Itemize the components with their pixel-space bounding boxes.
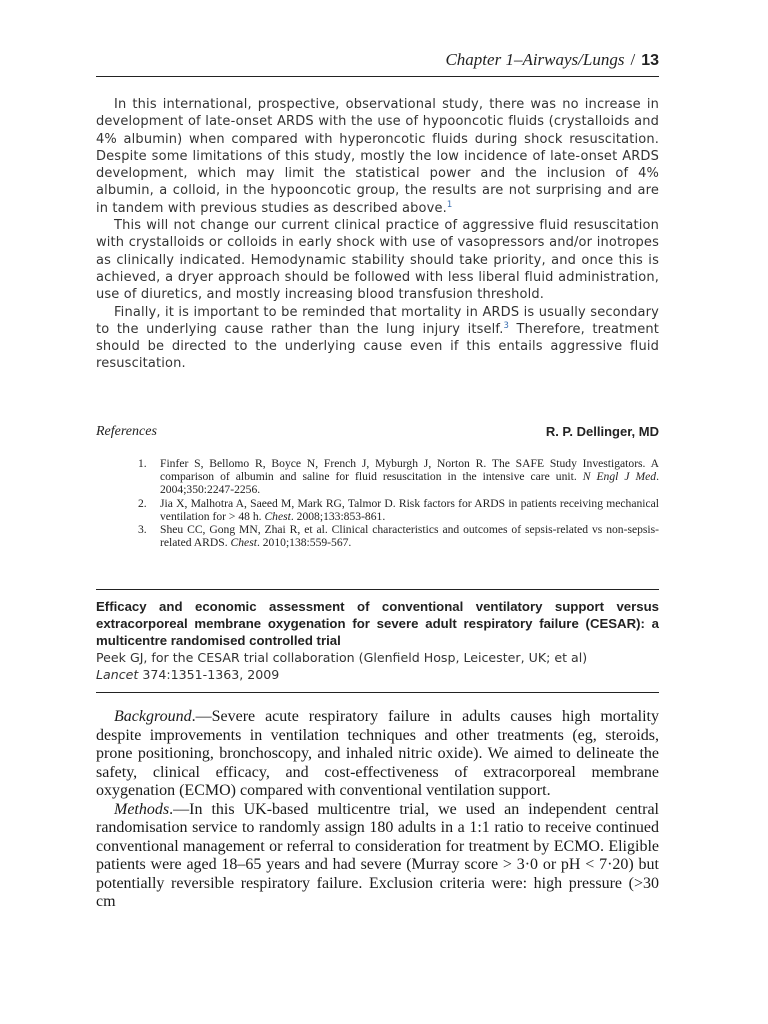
reference-text: Jia X, Malhotra A, Saeed M, Mark RG, Talmor D. Risk factors for ARDS in patients receiving mechanical ventilation for > 48 h. (160, 496, 659, 523)
reference-item (138, 523, 659, 549)
journal-name: N Engl J Med (582, 470, 657, 484)
section-text: .—In this UK-based multicentre trial, we used an independent central randomisation service to randomly assign 180 adults in a 1:1 ratio to receive continued conventional management or referral to consideration for treatment by ECMO. Eligible patients were aged 18–65 years and had severe (Murray score > 3·0 or pH < 7·20) but potentially reversible respiratory failure. Exclusion criteria were: high pressure (>30 cm (96, 800, 659, 910)
reference-number: 3. (138, 523, 147, 537)
page-number: 13 (641, 52, 659, 69)
commentary-text: Finally, it is important to be reminded that mortality in ARDS is usually secondary to the underlying cause rather than the lung injury itself. (96, 304, 659, 337)
abstract-body (96, 708, 659, 912)
reference-text: . 2010;138:559-567. (256, 536, 352, 550)
commentary (96, 96, 659, 373)
citation-text: 374:1351-1363, 2009 (138, 667, 280, 682)
reference-text: . 2008;133:853-861. (290, 509, 386, 523)
reference-number: 1. (138, 457, 147, 470)
section-rule-bottom (96, 692, 659, 693)
reference-number: 2. (138, 496, 147, 510)
citation-ref[interactable]: 3 (503, 320, 510, 331)
abstract-authors: Peek GJ, for the CESAR trial collaboration (Glenfield Hosp, Leicester, UK; et al) (96, 650, 588, 665)
reference-text: . 2004;350:2247-2256. (160, 470, 659, 497)
commentary-paragraph (96, 96, 659, 217)
abstract-paragraph-methods (96, 801, 659, 912)
commentary-paragraph (96, 304, 659, 373)
reference-item (138, 497, 659, 523)
section-text: .—Severe acute respiratory failure in adults causes high mortality despite improvements in ventilation techniques and other treatments (eg, steroids, prone positioning, bronchoscopy, and inhaled nitric oxide). We aimed to delineate the safety, clinical efficacy, and cost-effectiveness of extracorporeal membrane oxygenation (ECMO) compared with conventional ventilation support. (96, 708, 659, 799)
abstract-citation (96, 666, 659, 683)
header-rule (96, 76, 659, 77)
section-label: Background (114, 708, 192, 725)
chapter-title: Chapter 1–Airways/Lungs (445, 50, 625, 69)
section-label: Methods (114, 800, 170, 818)
header-separator: / (630, 50, 636, 69)
journal-name: Chest (264, 509, 291, 523)
commentary-text: Therefore, treatment should be directed to the underlying cause even if this entails aggressive fluid resuscitation. (96, 321, 659, 372)
reference-list (138, 457, 659, 549)
reference-item (138, 457, 659, 497)
journal-name: Lancet (96, 667, 139, 682)
commentary-text: In this international, prospective, observational study, there was no increase in development of late-onset ARDS with the use of hypooncotic fluids (crystalloids and 4% albumin) when compared with hyperoncotic fluids during shock resuscitation. Despite some limitations of this study, mostly the low incidence of late-onset ARDS development, which may limit the statistical power and the inclusion of 4% albumin, a colloid, in the hypooncotic group, the results are not surprising and are in tandem with previous studies as described above. (96, 97, 659, 216)
citation-ref[interactable]: 1 (446, 199, 453, 210)
author-signature: R. P. Dellinger, MD (545, 424, 659, 439)
running-head (96, 50, 659, 70)
abstract-title: Efficacy and economic assessment of conventional ventilatory support versus extracorporeal membrane oxygenation for severe adult respiratory failure (CESAR): a multicentre randomised controlled trial (96, 599, 659, 648)
commentary-paragraph: This will not change our current clinical practice of aggressive fluid resuscitation with crystalloids or colloids in early shock with use of vasopressors and/or inotropes as clinically indicated. Hemodynamic stability should take priority, and once this is achieved, a dryer approach should be followed with less liberal fluid administration, use of diuretics, and mostly increasing blood transfusion threshold. (96, 218, 659, 303)
reference-text: Sheu CC, Gong MN, Zhai R, et al. Clinical characteristics and outcomes of sepsis-related vs non-sepsis-related ARDS. (160, 523, 659, 550)
section-rule-top (96, 589, 659, 590)
reference-text: Finfer S, Bellomo R, Boyce N, French J, Myburgh J, Norton R. The SAFE Study Investigators. A comparison of albumin and saline for fluid resuscitation in the intensive care unit. (160, 457, 659, 484)
references-heading: References (96, 424, 157, 439)
abstract-header (96, 598, 659, 683)
abstract-paragraph-background (96, 708, 659, 801)
journal-name: Chest (230, 536, 257, 550)
